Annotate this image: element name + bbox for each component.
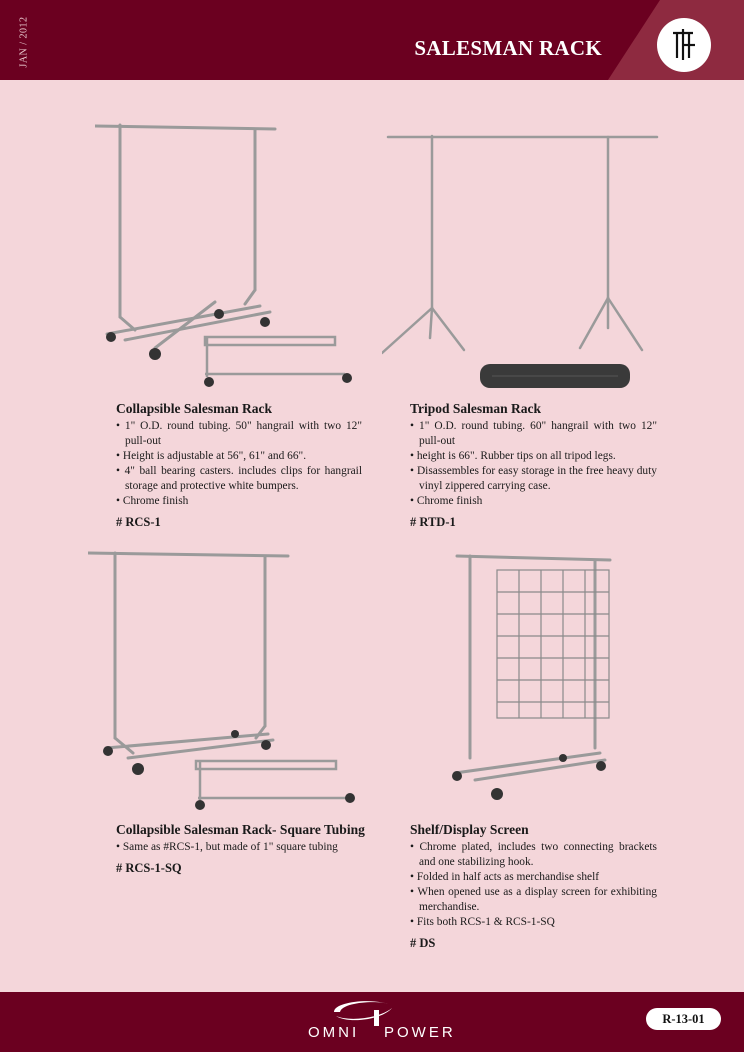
brand-logo-icon [657, 18, 711, 72]
header-accent-stripe [0, 0, 744, 80]
feature-item: • When opened use as a display screen for exhibiting merchandise. [410, 885, 657, 915]
square-tubing-rack-image [88, 548, 363, 813]
product-features [410, 840, 657, 930]
product-rcs-1-sq [116, 821, 366, 876]
product-rcs-1 [116, 400, 362, 530]
feature-item: • Fits both RCS-1 & RCS-1-SQ [410, 915, 657, 930]
product-features [410, 419, 657, 509]
feature-item: • Chrome plated, includes two connecting brackets and one stabilizing hook. [410, 840, 657, 870]
page-title: SALESMAN RACK [414, 36, 602, 60]
product-features [116, 419, 362, 509]
product-sku: # RTD-1 [410, 515, 456, 529]
product-title: Collapsible Salesman Rack- Square Tubing [116, 822, 365, 837]
omni-power-logo-icon [330, 996, 400, 1026]
tripod-rack-image [382, 128, 662, 393]
feature-item: • Height is adjustable at 56", 61" and 66". [116, 449, 362, 464]
product-sku: # RCS-1 [116, 515, 161, 529]
product-title: Collapsible Salesman Rack [116, 401, 273, 416]
feature-item: • height is 66". Rubber tips on all tripod legs. [410, 449, 657, 464]
page-number-badge: R-13-01 [646, 1008, 721, 1030]
feature-item: • Chrome finish [410, 494, 657, 509]
feature-item: • Disassembles for easy storage in the free heavy duty vinyl zippered carrying case. [410, 464, 657, 494]
feature-item: • Chrome finish [116, 494, 362, 509]
product-sku: # RCS-1-SQ [116, 861, 182, 875]
feature-item: • 1" O.D. round tubing. 50" hangrail with two 12" pull-out [116, 419, 362, 449]
issue-date: JAN / 2012 [18, 16, 30, 68]
feature-item: • 1" O.D. round tubing. 60" hangrail with two 12" pull-out [410, 419, 657, 449]
collapsible-rack-image [95, 112, 365, 392]
brand-name-omni: OMNI [308, 1024, 360, 1041]
product-title: Shelf/Display Screen [410, 822, 529, 837]
product-ds [410, 821, 657, 951]
product-rtd-1 [410, 400, 657, 530]
display-screen-image [445, 548, 625, 813]
product-title: Tripod Salesman Rack [410, 401, 542, 416]
feature-item: • Same as #RCS-1, but made of 1" square tubing [116, 840, 366, 855]
feature-item: • 4" ball bearing casters. includes clips for hangrail storage and protective white bumpers. [116, 464, 362, 494]
brand-name-power: POWER [384, 1024, 456, 1041]
feature-item: • Folded in half acts as merchandise shelf [410, 870, 657, 885]
product-sku: # DS [410, 936, 436, 950]
product-features [116, 840, 366, 855]
